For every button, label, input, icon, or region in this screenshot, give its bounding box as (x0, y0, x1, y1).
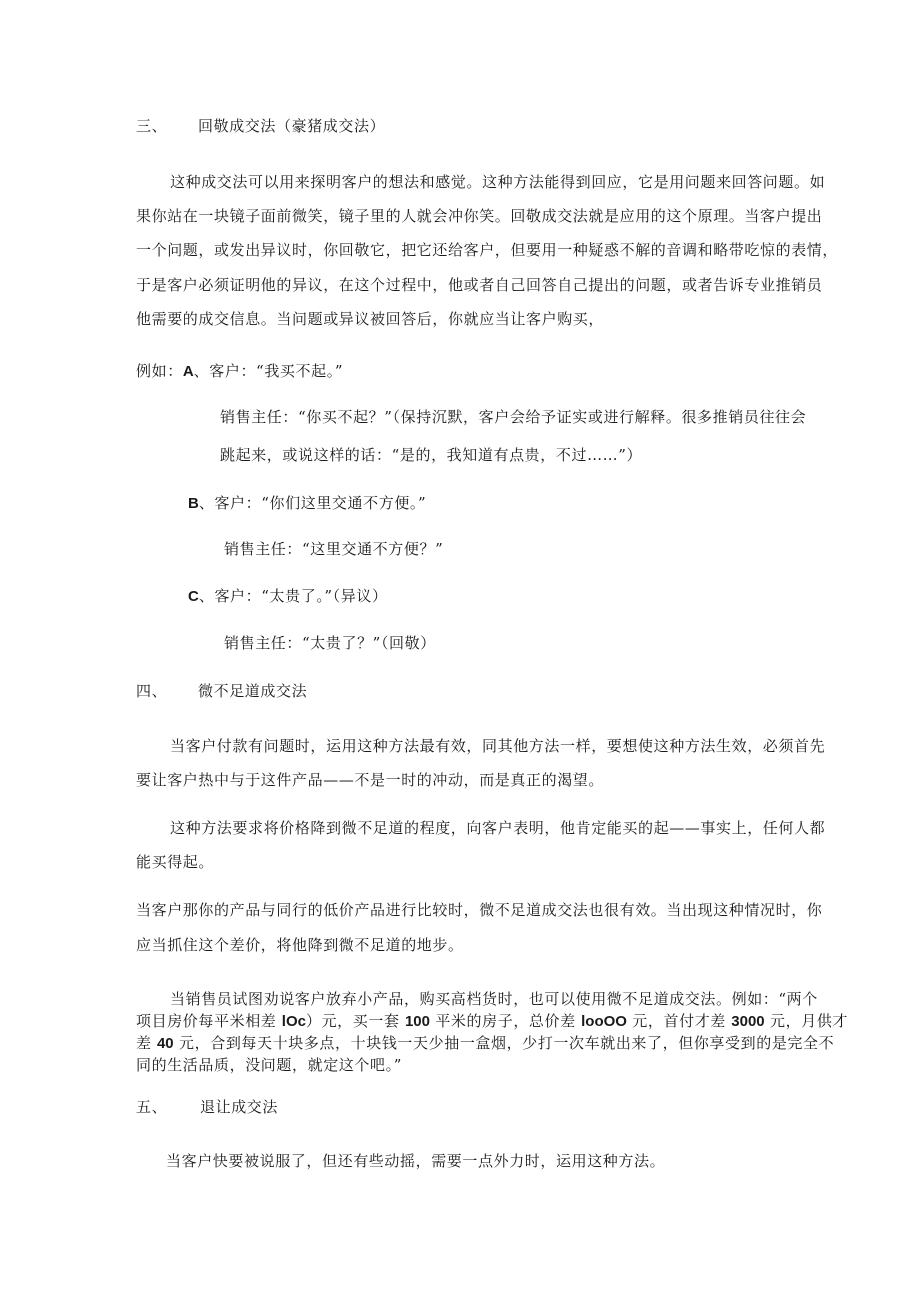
paragraph-line: 他需要的成交信息。当问题或异议被回答后，你就应当让客户购买， (136, 310, 605, 328)
section-4-number: 四、 (136, 682, 168, 700)
paragraph-line: 一个问题，或发出异议时，你回敬它，把它还给客户，但要用一种疑惑不解的音调和略带吃惊的表情， (136, 241, 839, 259)
section-5-title: 退让成交法 (200, 1098, 279, 1116)
paragraph-line: 同的生活品质，没问题，就定这个吧。” (136, 1056, 402, 1074)
paragraph-line: 于是客户必须证明他的异议，在这个过程中，他或者自己回答自己提出的问题，或者告诉专业推销员 (136, 276, 823, 294)
example-b (188, 494, 426, 513)
reply-a-line: 销售主任：“你买不起？”（保持沉默，客户会给予证实或进行解释。很多推销员往往会 (220, 408, 807, 426)
area-value: 100 (404, 1013, 430, 1030)
paragraph-line: 这种成交法可以用来探明客户的想法和感觉。这种方法能得到回应，它是用问题来回答问题。如 (170, 173, 826, 191)
section-3-number: 三、 (136, 117, 168, 135)
monthly-diff-value: 40 (156, 1035, 174, 1052)
example-b-text: 、客户：“你们这里交通不方便。” (198, 494, 427, 512)
reply-a-line: 跳起来，或说这样的话：“是的，我知道有点贵，不过……”） (220, 446, 643, 464)
paragraph-line: 当客户那你的产品与同行的低价产品进行比较时，微不足道成交法也很有效。当出现这种情况时，你 (136, 901, 823, 919)
paragraph-line: 这种方法要求将价格降到微不足道的程度，向客户表明，他肯定能买的起——事实上，任何人都 (170, 819, 826, 837)
paragraph-line: 当客户快要被说服了，但还有些动摇，需要一点外力时，运用这种方法。 (166, 1152, 666, 1170)
example-a-text: 、客户：“我买不起。” (193, 362, 344, 380)
section-4-title: 微不足道成交法 (198, 682, 308, 700)
price-diff-per-sqm: lOc (281, 1013, 306, 1030)
example-c (188, 587, 388, 606)
section-3-title: 回敬成交法（豪猪成交法） (198, 117, 386, 135)
example-a (136, 362, 343, 381)
paragraph-line: 差 40 元，合到每天十块多点，十块钱一天少抽一盒烟，少打一次车就出来了，但你享受到的是完全不 (136, 1034, 835, 1052)
paragraph-line: 能买得起。 (136, 853, 215, 871)
down-payment-diff-value: 3000 (731, 1013, 765, 1030)
total-diff-value: looOO (581, 1013, 627, 1030)
example-prefix: 例如： (136, 362, 183, 380)
reply-c: 销售主任：“太贵了？”（回敬） (224, 634, 436, 652)
paragraph-line: 果你站在一块镜子面前微笑，镜子里的人就会冲你笑。回敬成交法就是应用的这个原理。当客户提出 (136, 207, 823, 225)
paragraph-line: 应当抓住这个差价，将他降到微不足道的地步。 (136, 936, 464, 954)
paragraph-line: 项目房价每平米相差 lOc）元，买一套 100 平米的房子，总价差 looOO 元，首付才差 3000 元，月供才 (136, 1012, 849, 1030)
example-letter-a: A (182, 363, 194, 380)
reply-b: 销售主任：“这里交通不方便？” (224, 540, 444, 558)
paragraph-line: 当销售员试图劝说客户放弃小产品，购买高档货时，也可以使用微不足道成交法。例如：“两个 (170, 990, 818, 1008)
paragraph-line: 当客户付款有问题时，运用这种方法最有效，同其他方法一样，要想使这种方法生效，必须首先 (170, 737, 826, 755)
example-c-text: 、客户：“太贵了。”（异议） (198, 587, 388, 605)
section-5-number: 五、 (136, 1098, 168, 1116)
example-letter-b: B (188, 495, 199, 512)
example-letter-c: C (188, 588, 199, 605)
paragraph-line: 要让客户热中与于这件产品——不是一时的冲动，而是真正的渴望。 (136, 771, 605, 789)
